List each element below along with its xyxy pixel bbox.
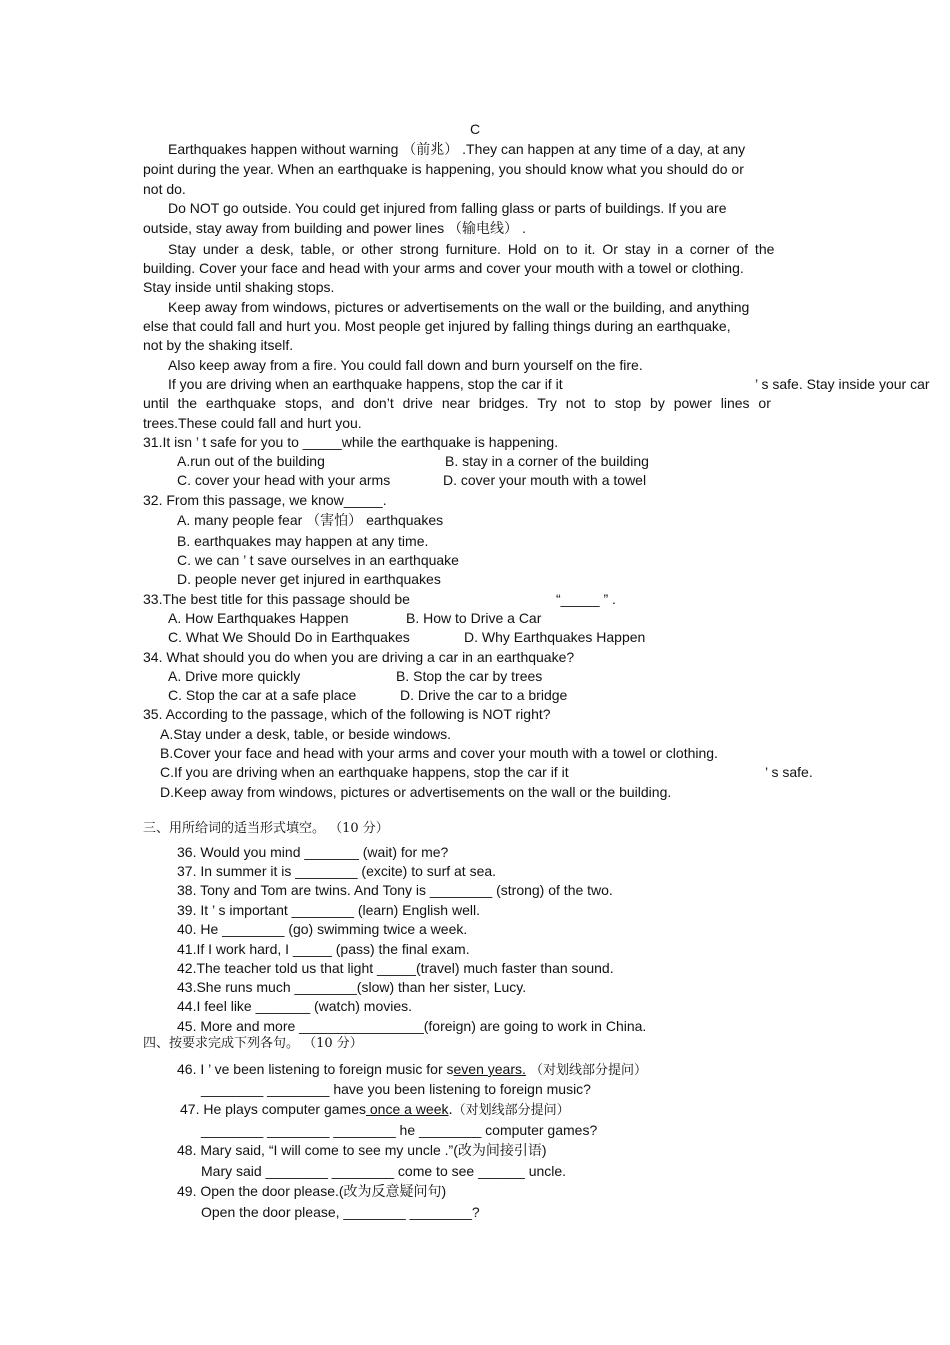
question-48: 48. Mary said, “I will come to see my uncle .”(改为间接引语) [177, 1142, 547, 1158]
question-46-instruction: （对划线部分提问） [525, 1063, 648, 1078]
question-49-answer-line: Open the door please, ________ ________? [201, 1204, 480, 1220]
question-45: 45. More and more ________________(foreign) are going to work in China. [177, 1018, 647, 1034]
question-47 [180, 1100, 570, 1120]
passage-p6-line2: until the earthquake stops, and don’t drive near bridges. Try not to stop by power lines or [143, 395, 771, 411]
question-35-option-b: B.Cover your face and head with your arms and cover your mouth with a towel or clothing. [160, 745, 718, 761]
question-32-option-c: C. we can ’ t save ourselves in an earthquake [177, 552, 459, 568]
question-46 [177, 1060, 647, 1080]
passage-p2-line1: Do NOT go outside. You could get injured from falling glass or parts of buildings. If you are [168, 200, 727, 216]
passage-p4-line3: not by the shaking itself. [143, 337, 294, 353]
question-47-underlined: once a week [365, 1101, 449, 1117]
question-37: 37. In summer it is ________ (excite) to surf at sea. [177, 863, 497, 879]
question-33-option-d: D. Why Earthquakes Happen [464, 629, 646, 645]
question-46-answer-line: ________ ________ have you been listening to foreign music? [201, 1081, 591, 1097]
question-35: 35. According to the passage, which of the following is NOT right? [143, 706, 551, 722]
question-40: 40. He ________ (go) swimming twice a week. [177, 921, 468, 937]
passage-p3-line1: Stay under a desk, table, or other strong furniture. Hold on to it. Or stay in a corner of the [168, 241, 775, 257]
question-46-underlined: even years. [453, 1061, 526, 1077]
question-31-option-c: C. cover your head with your arms [177, 472, 391, 488]
question-39: 39. It ’ s important ________ (learn) English well. [177, 902, 480, 918]
question-33-option-c: C. What We Should Do in Earthquakes [168, 629, 410, 645]
question-36: 36. Would you mind _______ (wait) for me? [177, 844, 449, 860]
question-35-option-c: C.If you are driving when an earthquake happens, stop the car if it [160, 764, 569, 780]
question-42: 42.The teacher told us that light _____(travel) much faster than sound. [177, 960, 614, 976]
question-41: 41.If I work hard, I _____ (pass) the final exam. [177, 941, 470, 957]
question-31-option-a: A.run out of the building [177, 453, 325, 469]
question-33: 33.The best title for this passage should be [143, 591, 410, 607]
passage-p3-line3: Stay inside until shaking stops. [143, 279, 335, 295]
question-48-answer-line: Mary said ________ ________ come to see ______ uncle. [201, 1163, 567, 1179]
passage-p6-line3: trees.These could fall and hurt you. [143, 415, 362, 431]
question-35-option-a: A.Stay under a desk, table, or beside windows. [160, 726, 452, 742]
passage-p4-line1: Keep away from windows, pictures or advertisements on the wall or the building, and anything [168, 299, 750, 315]
question-32-option-b: B. earthquakes may happen at any time. [177, 533, 429, 549]
question-44: 44.I feel like _______ (watch) movies. [177, 998, 413, 1014]
question-31-option-b: B. stay in a corner of the building [445, 453, 649, 469]
passage-p1-line3: not do. [143, 181, 186, 197]
passage-p5-line1: Also keep away from a fire. You could fall down and burn yourself on the fire. [168, 357, 643, 373]
question-35-option-d: D.Keep away from windows, pictures or advertisements on the wall or the building. [160, 784, 672, 800]
question-49: 49. Open the door please.(改为反意疑问句) [177, 1183, 447, 1199]
question-31-option-d: D. cover your mouth with a towel [443, 472, 647, 488]
question-34: 34. What should you do when you are driving a car in an earthquake? [143, 649, 575, 665]
passage-p1-line1: Earthquakes happen without warning （前兆） .They can happen at any time of a day, at any [168, 141, 746, 157]
question-32-option-a: A. many people fear （害怕） earthquakes [177, 512, 444, 528]
question-33-option-b: B. How to Drive a Car [406, 610, 542, 626]
question-47-answer-line: ________ ________ ________ he ________ computer games? [201, 1122, 598, 1138]
question-34-option-d: D. Drive the car to a bridge [400, 687, 568, 703]
question-34-option-a: A. Drive more quickly [168, 668, 301, 684]
question-33-blank: “_____ ” . [556, 591, 616, 607]
question-46-text: 46. I ’ ve been listening to foreign music for s [177, 1061, 454, 1077]
question-38: 38. Tony and Tom are twins. And Tony is ________ (strong) of the two. [177, 882, 613, 898]
section-4-title: 四、按要求完成下列各句。 （10 分） [143, 1036, 363, 1051]
question-34-option-b: B. Stop the car by trees [396, 668, 543, 684]
passage-letter: C [469, 121, 481, 137]
question-32: 32. From this passage, we know_____. [143, 492, 387, 508]
question-33-option-a: A. How Earthquakes Happen [168, 610, 349, 626]
question-34-option-c: C. Stop the car at a safe place [168, 687, 357, 703]
passage-p4-line2: else that could fall and hurt you. Most people get injured by falling things during an earthquake, [143, 318, 731, 334]
passage-p6-line1a: If you are driving when an earthquake happens, stop the car if it [168, 376, 563, 392]
passage-p2-line2: outside, stay away from building and power lines （输电线） . [143, 220, 526, 236]
section-3-title: 三、用所给词的适当形式填空。 （10 分） [143, 821, 389, 836]
question-31: 31.It isn ’ t safe for you to _____while the earthquake is happening. [143, 434, 559, 450]
passage-p1-line2: point during the year. When an earthquake is happening, you should know what you should do or [143, 161, 744, 177]
question-35-option-c-end: ’ s safe. [765, 764, 813, 780]
question-43: 43.She runs much ________(slow) than her sister, Lucy. [177, 979, 527, 995]
question-32-option-d: D. people never get injured in earthquakes [177, 571, 441, 587]
passage-p3-line2: building. Cover your face and head with your arms and cover your mouth with a towel or clothing. [143, 260, 744, 276]
passage-p6-line1b: ’ s safe. Stay inside your car [755, 376, 930, 392]
question-47-text: 47. He plays computer games [180, 1101, 366, 1117]
question-47-instruction: .（对划线部分提问） [448, 1103, 570, 1118]
